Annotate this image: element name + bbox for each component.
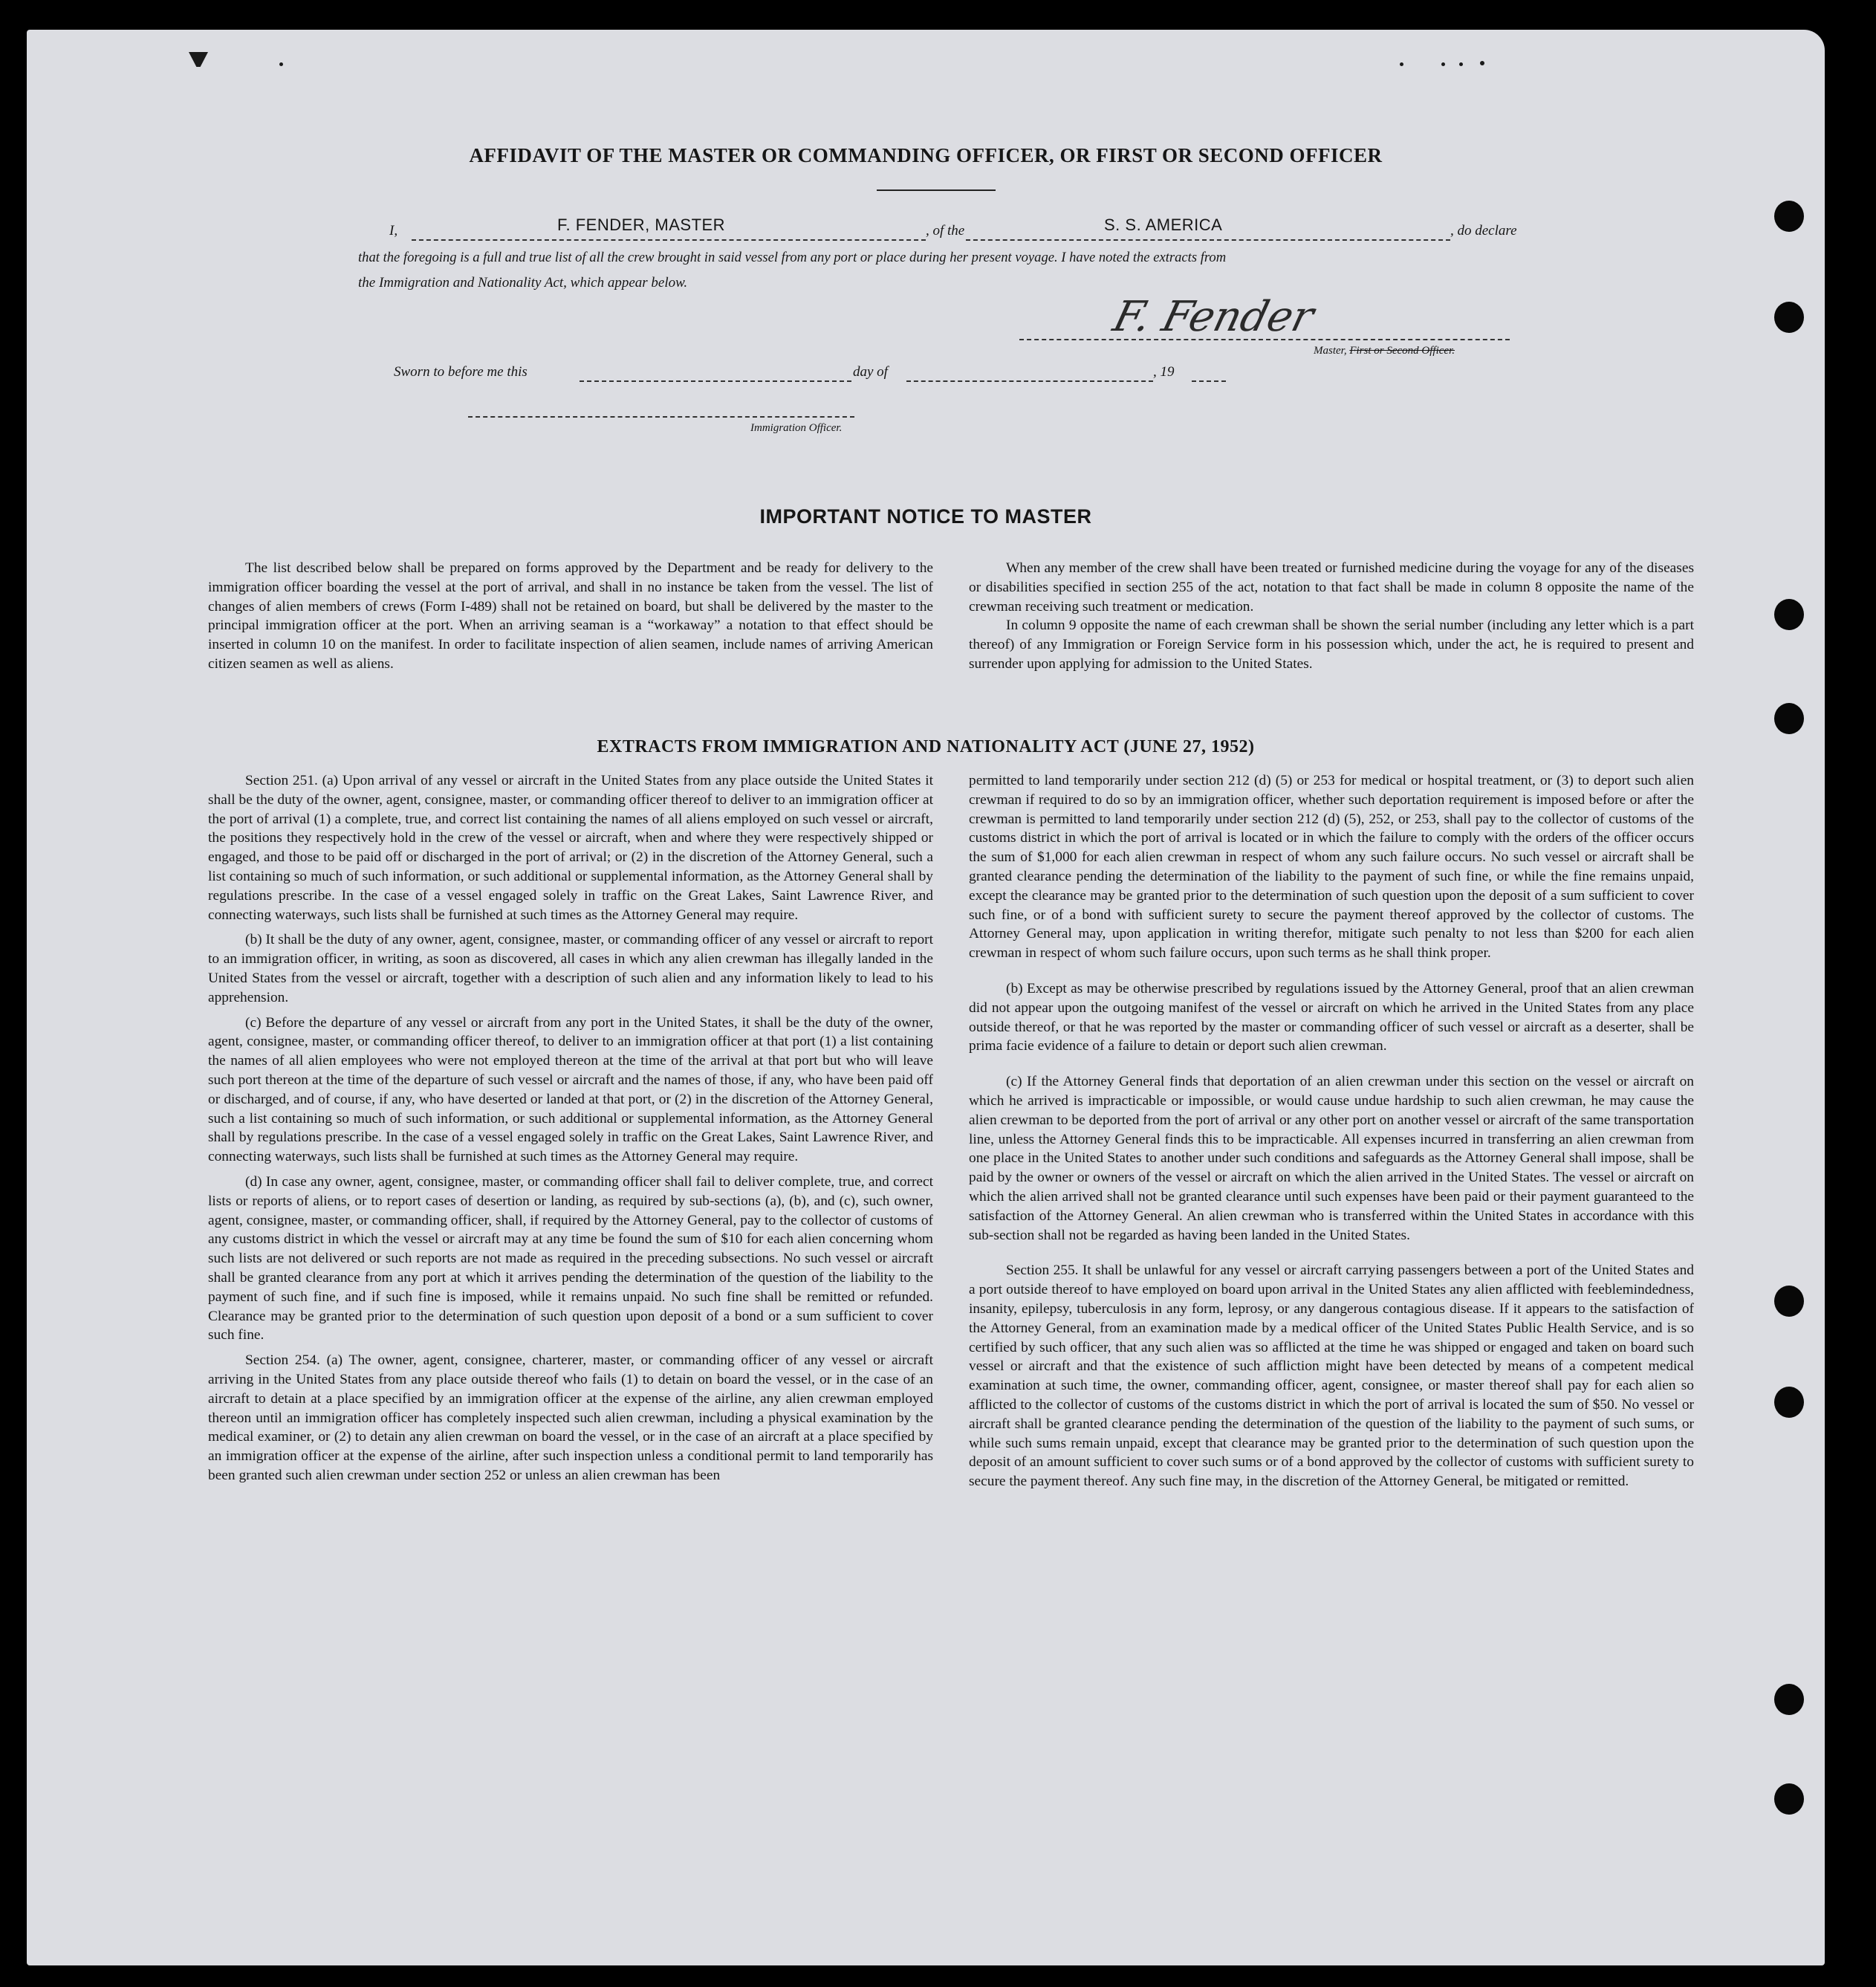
- document-page: [27, 30, 1825, 1965]
- extracts-right-column: [969, 771, 1694, 1497]
- master-signature: F. Fender: [1108, 293, 1319, 341]
- notice-left-text: The list described below shall be prepared on forms approved by the Department and be ready for delivery to the immigration officer boarding the vessel at the port of arrival, and shall in no instance be taken from the vessel. The list of changes of alien members of crews (Form I-489) shall not be retained on board, but shall be delivered by the master to the principal immigration officer at the port. When an arriving seaman is a “workaway” a notation to that effect should be inserted in column 10 on the manifest. In order to facilitate inspection of alien seamen, include names of arriving American citizen seamen as well as aliens.: [208, 560, 933, 672]
- section-251-c: (c) Before the departure of any vessel or aircraft from any port in the United States, it shall be the duty of the owner, agent, consignee, master, or commanding officer thereof, to deliver to an immigration officer at that port (1) a list containing the names of all alien employees who were not employed thereon at the time of the arrival at that port but who will leave such port thereon at the time of the departure of such vessel or aircraft and the names of those, if any, who have been paid off or discharged, and of course, if any, who have deserted or landed at that port, or (2) in the discretion of the Attorney General, such a list containing so much of such information, or such additional or supplemental information, as the Attorney General shall by regulations prescribe. In the case of a vessel engaged solely in traffic on the Great Lakes, Saint Lawrence River, and connecting waterways, such lists shall be furnished at such times as the Attorney General may require.: [208, 1014, 933, 1165]
- section-251-d: (d) In case any owner, agent, consignee, master, or commanding officer shall fail to deliver complete, true, and correct lists or reports of aliens, or to report cases of desertion or landing, as required by sub-sections (a), (b), and (c), such owner, agent, consignee, master, or commanding officer, shall, if required by the Attorney General, pay to the collector of customs of any customs district in which the vessel or aircraft may at any time be found the sum of $10 for each alien concerning whom such lists are not delivered or such reports are not made as required in the preceding subsections. No such vessel or aircraft shall be granted clearance from any port at which it arrives pending the determination of the question of the liability to the payment of such fine, and if such fine is imposed, while it remains unpaid. No such fine shall be remitted or refunded. Clearance may be granted prior to the determination of such question upon deposit of a bond or a sum sufficient to cover such fine.: [208, 1173, 933, 1343]
- scan-mark: [1441, 62, 1445, 66]
- vessel-name: S. S. AMERICA: [1104, 215, 1223, 234]
- signer-title: [1314, 345, 1455, 357]
- binder-hole: [1774, 1286, 1804, 1317]
- vessel-name-line: [966, 239, 1450, 241]
- of-the-label: , of the: [926, 223, 965, 239]
- binder-hole: [1774, 703, 1804, 734]
- signer-title-struck: First or Second Officer.: [1349, 345, 1455, 357]
- section-251-a: Section 251. (a) Upon arrival of any vessel or aircraft in the United States from any place outside the United States it shall be the duty of the owner, agent, consignee, master, or commanding officer thereof to deliver to an immigration officer at the port of arrival (1) a complete, true, and correct list containing the names of all aliens employed on such vessel or aircraft, the positions they respectively hold in the crew of the vessel or aircraft, when and where they were respectively shipped or engaged, and those to be paid off or discharged in the port of arrival; or (2) in the discretion of the Attorney General, such a list containing so much of such information, or such additional or supplemental information, as the Attorney General shall by regulations prescribe. In the case of a vessel engaged solely in traffic on the Great Lakes, Saint Lawrence River, and connecting waterways, such lists shall be furnished at such times as the Attorney General may require.: [208, 773, 933, 923]
- i-label: I,: [389, 223, 398, 239]
- sworn-day-line: [580, 380, 851, 382]
- declaration-line-1: that the foregoing is a full and true list of all the crew brought in said vessel from any port or place during her present voyage. I have noted the extracts from: [358, 250, 1227, 265]
- section-254-c: (c) If the Attorney General finds that deportation of an alien crewman under this section on the vessel or aircraft on which he arrived is impracticable or impossible, or would cause undue hardship to such alien crewman, he may cause the alien crewman to be deported from the port of arrival or any other port on another vessel or aircraft of the same transportation line, unless the Attorney General finds this to be impracticable. All expenses incurred in transferring an alien crewman from one place in the United States to another under such conditions and safeguards as the Attorney General shall impose, shall be paid by the owner or owners of the vessel or aircraft on which the alien arrived in the United States. The vessel or aircraft on which the alien arrived shall not be granted clearance until such expenses have been paid or their payment guaranteed to the satisfaction of the Attorney General. An alien crewman who is transferred within the United States in accordance with this sub-section shall not be regarded as having been landed in the United States.: [969, 1074, 1694, 1243]
- signer-title-prefix: Master,: [1314, 345, 1347, 357]
- scan-mark: [1400, 62, 1403, 66]
- affidavit-title: AFFIDAVIT OF THE MASTER OR COMMANDING OFFICER, OR FIRST OR SECOND OFFICER: [469, 144, 1383, 166]
- scan-mark: [279, 62, 283, 66]
- day-of-label: day of: [853, 364, 888, 380]
- binder-hole: [1774, 1387, 1804, 1418]
- binder-hole: [1774, 1684, 1804, 1715]
- declaration-line-2: the Immigration and Nationality Act, which appear below.: [358, 275, 688, 291]
- sworn-month-line: [906, 380, 1153, 382]
- binder-hole: [1774, 599, 1804, 630]
- do-declare-label: , do declare: [1450, 223, 1517, 239]
- binder-hole: [1774, 1783, 1804, 1815]
- immigration-officer-label: Immigration Officer.: [750, 422, 843, 434]
- binder-hole: [1774, 201, 1804, 232]
- scan-mark: [189, 52, 208, 67]
- master-name: F. FENDER, MASTER: [557, 215, 726, 234]
- notice-title: IMPORTANT NOTICE TO MASTER: [759, 505, 1092, 528]
- section-254-a: Section 254. (a) The owner, agent, consignee, charterer, master, or commanding officer of any vessel or aircraft arriving in the United States from any place outside thereof who fails (1) to detain on board the vessel, or in the case of an aircraft to detain at a place specified by an immigration officer at the expense of the airline, any alien crewman employed thereon until an immigration officer has completely inspected such alien crewman, including a physical examination by the medical examiner, or (2) to detain any alien crewman on board the vessel, or in the case of an aircraft at a place specified by an immigration officer at the expense of the airline, after such inspection unless a conditional permit to land temporarily has been granted such alien crewman under section 252 or unless an alien crewman has been: [208, 1352, 933, 1483]
- notice-right-text-2: In column 9 opposite the name of each crewman shall be shown the serial number (including any letter which is a part thereof) of any Immigration or Foreign Service form in his possession which, under the act, he is required to present and surrender upon applying for admission to the United States.: [969, 618, 1694, 672]
- notice-left-column: [208, 559, 933, 680]
- binder-hole: [1774, 302, 1804, 333]
- section-251-b: (b) It shall be the duty of any owner, agent, consignee, master, or commanding officer of any vessel or aircraft to report to an immigration officer, in writing, as soon as discovered, all cases in which any alien crewman has illegally landed in the United States from the vessel or aircraft, together with a description of such alien and any information likely to lead to his apprehension.: [208, 932, 933, 1005]
- notice-right-column: [969, 559, 1694, 680]
- sworn-year-line: [1192, 380, 1226, 382]
- section-254-b: (b) Except as may be otherwise prescribed by regulations issued by the Attorney General, proof that an alien crewman did not appear upon the outgoing manifest of the vessel or aircraft on which he arrived in the United States from any place outside thereof, or that he was reported by the master or commanding officer of such vessel or aircraft as a deserter, shall be prima facie evidence of a failure to detain or deport such alien crewman.: [969, 980, 1694, 1054]
- officer-signature-line: [468, 416, 854, 418]
- year-label: , 19: [1153, 364, 1175, 380]
- master-name-line: [412, 239, 926, 241]
- scan-mark: [1480, 61, 1484, 65]
- extracts-left-column: [208, 771, 933, 1491]
- section-255: Section 255. It shall be unlawful for any vessel or aircraft carrying passengers between a port of the United States and a port outside thereof to have employed on board upon arrival in the United States any alien afflicted with feeblemindedness, insanity, epilepsy, tuberculosis in any form, leprosy, or any dangerous contagious disease. If it appears to the satisfaction of the Attorney General, from an examination made by a medical officer of the United States Public Health Service, and is so certified by such officer, that any such alien was so afflicted at the time he was shipped or engaged and taken on board such vessel or aircraft and that the existence of such affliction might have been detected by means of a competent medical examination at such time, the owner, commanding officer, agent, consignee, or master thereof shall pay for each alien so afflicted to the collector of customs of the customs district in which the port of arrival is located the sum of $50. No vessel or aircraft shall be granted clearance pending the determination of the question of the liability to the payment of such sums, or while such sums remain unpaid, except that clearance may be granted prior to the determination of such question upon the deposit of an amount sufficient to cover such sums or of a bond approved by the collector of customs with sufficient surety to secure the payment thereof. Any such fine may, in the discretion of the Attorney General, be mitigated or remitted.: [969, 1262, 1694, 1490]
- section-254-a-continued: permitted to land temporarily under section 212 (d) (5) or 253 for medical or hospital treatment, or (3) to deport such alien crewman if required to do so by an immigration officer, whether such deportation requirement is imposed before or after the crewman is permitted to land temporarily under section 212 (d) (5), 252, or 253, shall pay to the collector of customs of the customs district in which the port of arrival is located or in which the failure to comply with the orders of the officer occurs the sum of $1,000 for each alien crewman in respect of whom any such failure occurs. No such vessel or aircraft shall be granted clearance pending the determination of the liability to the payment of such fine, or while the fine remains unpaid, except the clearance may be granted prior to the determination of such question upon the deposit of a sum sufficient to cover such fine, or of a bond with sufficient surety to secure the payment thereof approved by the collector of customs. The Attorney General may, upon application in writing therefor, mitigate such penalty to not less than $200 for each alien crewman in respect of whom such failure occurs, upon such terms as he shall think proper.: [969, 773, 1694, 962]
- scan-mark: [1459, 62, 1463, 66]
- extracts-title: EXTRACTS FROM IMMIGRATION AND NATIONALITY ACT (JUNE 27, 1952): [597, 737, 1255, 756]
- notice-right-text-1: When any member of the crew shall have been treated or furnished medicine during the voyage for any of the diseases or disabilities specified in section 255 of the act, notation to that fact shall be made in column 8 opposite the name of the crewman receiving such treatment or medication.: [969, 560, 1694, 615]
- sworn-label: Sworn to before me this: [394, 364, 528, 380]
- title-rule: [877, 189, 996, 191]
